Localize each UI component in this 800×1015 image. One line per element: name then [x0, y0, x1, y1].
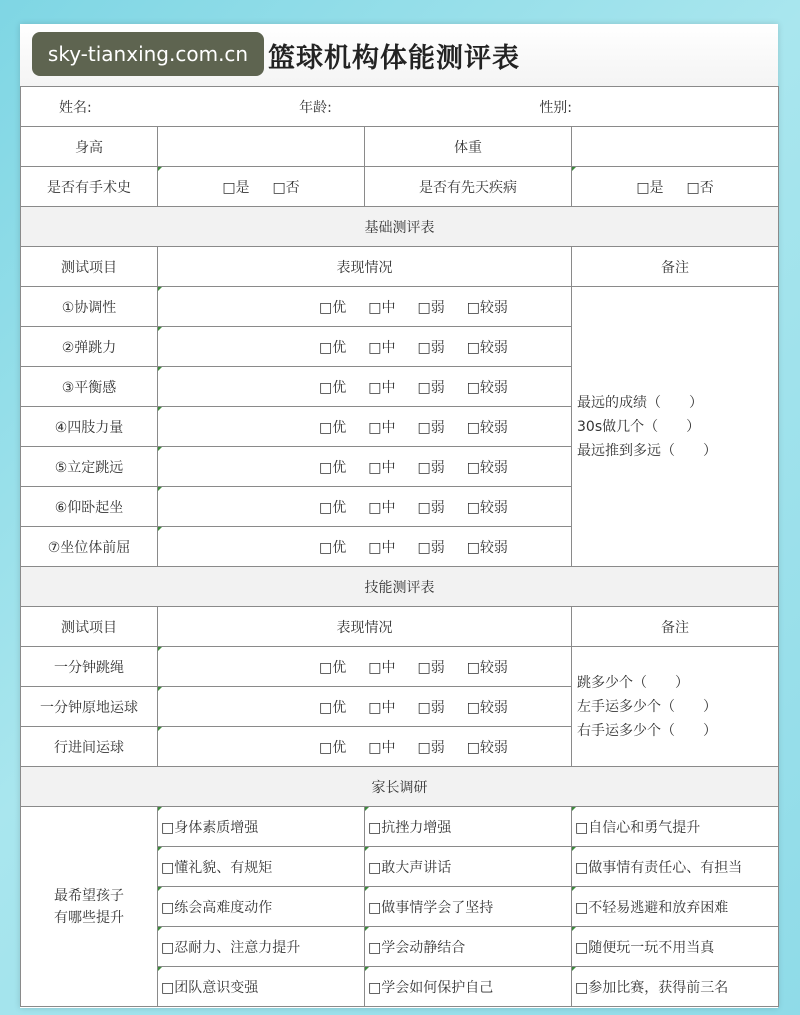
- grade-option[interactable]: □弱: [417, 659, 445, 676]
- grade-option[interactable]: □较弱: [466, 539, 508, 556]
- skill-notes[interactable]: [572, 647, 779, 767]
- grade-option[interactable]: □优: [319, 659, 347, 676]
- parent-option[interactable]: □身体素质增强: [158, 807, 365, 847]
- parent-question-line: 有哪些提升: [54, 909, 124, 926]
- base-item-name: ④四肢力量: [21, 407, 158, 447]
- surgery-question: 是否有手术史: [21, 167, 158, 207]
- skill-col-item: 测试项目: [21, 607, 158, 647]
- body-measure-row: [21, 127, 779, 167]
- surgery-options[interactable]: [158, 167, 365, 207]
- grade-option[interactable]: □优: [319, 739, 347, 756]
- grade-option[interactable]: □中: [368, 459, 396, 476]
- skill-col-perf: 表现情况: [158, 607, 572, 647]
- assessment-sheet: [20, 24, 778, 1008]
- congenital-no[interactable]: □否: [686, 179, 714, 196]
- weight-value[interactable]: [572, 127, 779, 167]
- grade-option[interactable]: □较弱: [466, 499, 508, 516]
- page-title: 篮球机构体能测评表: [268, 43, 520, 74]
- grade-option[interactable]: □弱: [417, 339, 445, 356]
- base-grade-options[interactable]: [158, 527, 572, 567]
- name-label: 姓名:: [59, 99, 92, 116]
- grade-option[interactable]: □中: [368, 339, 396, 356]
- grade-option[interactable]: □弱: [417, 459, 445, 476]
- base-notes[interactable]: [572, 287, 779, 567]
- skill-item-name: 一分钟跳绳: [21, 647, 158, 687]
- skill-col-note: 备注: [572, 607, 779, 647]
- grade-option[interactable]: □弱: [417, 699, 445, 716]
- grade-option[interactable]: □较弱: [466, 659, 508, 676]
- base-note-line: 30s做几个（ ）: [577, 418, 701, 435]
- base-section-row: [21, 207, 779, 247]
- skill-item-name: 一分钟原地运球: [21, 687, 158, 727]
- grade-option[interactable]: □中: [368, 699, 396, 716]
- base-grade-options[interactable]: [158, 327, 572, 367]
- info-cell: [21, 87, 779, 127]
- history-row: [21, 167, 779, 207]
- parent-option[interactable]: □学会如何保护自己: [365, 967, 572, 1007]
- parent-option[interactable]: □自信心和勇气提升: [572, 807, 779, 847]
- grade-option[interactable]: □中: [368, 539, 396, 556]
- grade-option[interactable]: □优: [319, 539, 347, 556]
- base-note-line: 最远推到多远（ ）: [577, 442, 717, 459]
- parent-option[interactable]: □懂礼貌、有规矩: [158, 847, 365, 887]
- surgery-no[interactable]: □否: [272, 179, 300, 196]
- parent-option[interactable]: □随便玩一玩不用当真: [572, 927, 779, 967]
- grade-option[interactable]: □较弱: [466, 459, 508, 476]
- grade-option[interactable]: □中: [368, 499, 396, 516]
- skill-note-line: 右手运多少个（ ）: [577, 722, 717, 739]
- parent-option[interactable]: □团队意识变强: [158, 967, 365, 1007]
- grade-option[interactable]: □较弱: [466, 299, 508, 316]
- skill-note-line: 左手运多少个（ ）: [577, 698, 717, 715]
- grade-option[interactable]: □优: [319, 499, 347, 516]
- congenital-options[interactable]: [572, 167, 779, 207]
- grade-option[interactable]: □较弱: [466, 739, 508, 756]
- grade-option[interactable]: □优: [319, 699, 347, 716]
- base-note-line: 最远的成绩（ ）: [577, 394, 703, 411]
- parent-section-row: [21, 767, 779, 807]
- grade-option[interactable]: □中: [368, 299, 396, 316]
- parent-option[interactable]: □练会高难度动作: [158, 887, 365, 927]
- grade-option[interactable]: □弱: [417, 499, 445, 516]
- grade-option[interactable]: □较弱: [466, 379, 508, 396]
- grade-option[interactable]: □弱: [417, 379, 445, 396]
- grade-option[interactable]: □弱: [417, 419, 445, 436]
- height-label: 身高: [21, 127, 158, 167]
- base-item-name: ②弹跳力: [21, 327, 158, 367]
- parent-question: [21, 807, 158, 1007]
- parent-option[interactable]: □参加比赛，获得前三名: [572, 967, 779, 1007]
- skill-item-row: [21, 647, 779, 687]
- parent-option[interactable]: □敢大声讲话: [365, 847, 572, 887]
- base-grade-options[interactable]: [158, 487, 572, 527]
- base-section-title: 基础测评表: [21, 207, 779, 247]
- base-header-row: [21, 247, 779, 287]
- base-col-perf: 表现情况: [158, 247, 572, 287]
- base-item-name: ⑥仰卧起坐: [21, 487, 158, 527]
- base-item-name: ③平衡感: [21, 367, 158, 407]
- base-item-name: ⑤立定跳远: [21, 447, 158, 487]
- parent-option[interactable]: □做事情有责任心、有担当: [572, 847, 779, 887]
- base-item-name: ①协调性: [21, 287, 158, 327]
- skill-header-row: [21, 607, 779, 647]
- grade-option[interactable]: □中: [368, 419, 396, 436]
- grade-option[interactable]: □优: [319, 339, 347, 356]
- congenital-question: 是否有先天疾病: [365, 167, 572, 207]
- height-value[interactable]: [158, 127, 365, 167]
- grade-option[interactable]: □中: [368, 739, 396, 756]
- grade-option[interactable]: □弱: [417, 539, 445, 556]
- watermark: sky-tianxing.com.cn: [32, 32, 264, 76]
- grade-option[interactable]: □中: [368, 659, 396, 676]
- grade-option[interactable]: □优: [319, 459, 347, 476]
- assessment-form: [20, 86, 779, 1007]
- parent-section-title: 家长调研: [21, 767, 779, 807]
- parent-option[interactable]: □做事情学会了坚持: [365, 887, 572, 927]
- grade-option[interactable]: □较弱: [466, 699, 508, 716]
- skill-grade-options[interactable]: [158, 727, 572, 767]
- skill-section-row: [21, 567, 779, 607]
- parent-option-row: [21, 807, 779, 847]
- skill-section-title: 技能测评表: [21, 567, 779, 607]
- parent-question-line: 最希望孩子: [54, 887, 124, 904]
- skill-note-line: 跳多少个（ ）: [577, 674, 689, 691]
- grade-option[interactable]: □优: [319, 379, 347, 396]
- base-grade-options[interactable]: [158, 447, 572, 487]
- parent-option[interactable]: □忍耐力、注意力提升: [158, 927, 365, 967]
- skill-grade-options[interactable]: [158, 687, 572, 727]
- grade-option[interactable]: □较弱: [466, 339, 508, 356]
- age-label: 年龄:: [299, 99, 332, 116]
- grade-option[interactable]: □优: [319, 419, 347, 436]
- congenital-yes[interactable]: □是: [636, 179, 664, 196]
- parent-option[interactable]: □不轻易逃避和放弃困难: [572, 887, 779, 927]
- base-col-item: 测试项目: [21, 247, 158, 287]
- base-col-note: 备注: [572, 247, 779, 287]
- grade-option[interactable]: □弱: [417, 299, 445, 316]
- grade-option[interactable]: □中: [368, 379, 396, 396]
- base-item-name: ⑦坐位体前屈: [21, 527, 158, 567]
- skill-item-name: 行进间运球: [21, 727, 158, 767]
- gender-label: 性别:: [539, 99, 573, 116]
- parent-option[interactable]: □学会动静结合: [365, 927, 572, 967]
- grade-option[interactable]: □优: [319, 299, 347, 316]
- surgery-yes[interactable]: □是: [222, 179, 250, 196]
- weight-label: 体重: [365, 127, 572, 167]
- grade-option[interactable]: □较弱: [466, 419, 508, 436]
- base-item-row: [21, 287, 779, 327]
- info-row: [21, 87, 779, 127]
- grade-option[interactable]: □弱: [417, 739, 445, 756]
- skill-grade-options[interactable]: [158, 647, 572, 687]
- base-grade-options[interactable]: [158, 367, 572, 407]
- parent-option[interactable]: □抗挫力增强: [365, 807, 572, 847]
- base-grade-options[interactable]: [158, 407, 572, 447]
- base-grade-options[interactable]: [158, 287, 572, 327]
